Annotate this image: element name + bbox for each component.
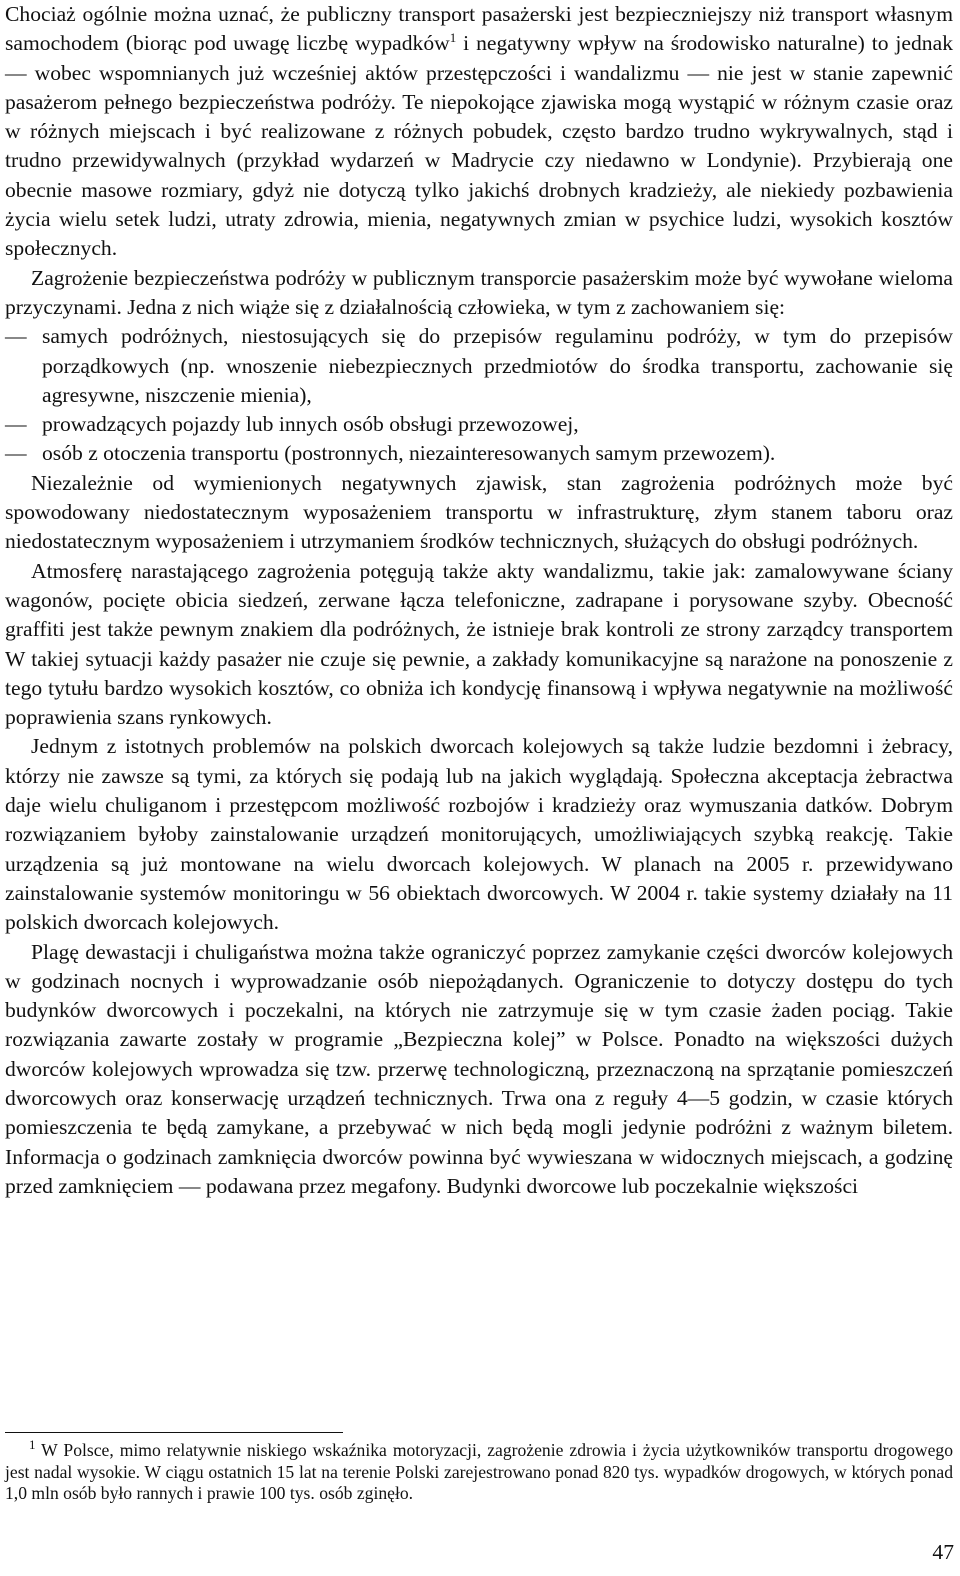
paragraph-threat-causes: Zagrożenie bezpieczeństwa podróży w publicznym transporcie pasażerskim może być wywołane wieloma przyczynami. Jedna z nich wiąże się z działalnością człowieka, w tym z zachowaniem się: [5, 265, 953, 319]
list-item-text: osób z otoczenia transportu (postronnych, niezainteresowanych samym przewozem). [42, 441, 776, 466]
footnote [5, 1437, 953, 1505]
footnote-reference[interactable]: 1 [449, 30, 457, 46]
behavior-list [5, 322, 953, 468]
list-dash: — [5, 441, 27, 466]
paragraph-intro-text-b: i negatywny wpływ na środowisko naturalne) to jednak — wobec wspomnianych już wcześniej aktów przestępczości i wandalizmu — nie jest w stanie zapewnić pasażerom pełnego bezpieczeństwa podróży. Te niepokojące zjawiska mogą wystąpić w różnym czasie oraz w różnych miejscach i być realizowane z różnych pobudek, często bardzo trudno wykrywalnych, stąd i trudno przewidywalnych (przykład wydarzeń w Madrycie czy niedawno w Londynie). Przybierają one obecnie masowe rozmiary, gdyż nie dotyczą tylko jakichś drobnych kradzieży, ale niekiedy pozbawienia życia wielu setek ludzi, utraty zdrowia, mienia, negatywnych zmian w psychice ludzi, wysokich kosztów społecznych. [5, 31, 953, 261]
list-item [5, 322, 953, 410]
paragraph-infrastructure: Niezależnie od wymienionych negatywnych zjawisk, stan zagrożenia podróżnych może być spowodowany niedostatecznym wyposażeniem transportu w infrastrukturę, złym stanem taboru oraz niedostatecznym wyposażeniem i utrzymaniem środków technicznych, służących do obsługi podróżnych. [5, 470, 953, 554]
paragraph-vandalism: Atmosferę narastającego zagrożenia potęgują także akty wandalizmu, takie jak: zamalowywane ściany wagonów, pocięte obicia siedzeń, zerwane łącza telefoniczne, zadrapane i porysowane szyby. Obecność graffiti jest także pewnym znakiem dla podróżnych, że istnieje brak kontroli ze strony zarządcy transportem W takiej sytuacji każdy pasażer nie czuje się pewnie, a zakłady komunikacyjne są narażone na ponoszenie z tego tytułu bardzo wysokich kosztów, co obniża ich kondycję finansową i wpływa negatywnie na możliwość poprawienia szans rynkowych. [5, 558, 953, 730]
list-dash: — [5, 412, 27, 437]
paragraph-homeless: Jednym z istotnych problemów na polskich dworcach kolejowych są także ludzie bezdomni i żebracy, którzy nie zawsze są tymi, za których się podają lub na jakich wyglądają. Społeczna akceptacja żebractwa daje wielu chuliganom i przestępcom możliwość rozbojów i kradzieży oraz wymuszania datków. Dobrym rozwiązaniem byłoby zainstalowanie urządzeń monitorujących, umożliwiających szybką reakcję. Takie urządzenia są już montowane na wielu dworcach kolejowych. W planach na 2005 r. przewidywano zainstalowanie systemów monitoringu w 56 obiektach dworcowych. W 2004 r. takie systemy działały na 11 polskich dworcach kolejowych. [5, 734, 953, 935]
paragraph-intro-text-a: Chociaż ogólnie można uznać, że publiczny transport pasażerski jest bezpieczniejszy niż transport własnym samochodem (biorąc pod uwagę liczbę wypadków [5, 2, 953, 56]
list-item [5, 439, 953, 468]
footnote-number: 1 [29, 1437, 36, 1453]
body-text [5, 0, 953, 1201]
list-item-text: samych podróżnych, niestosujących się do przepisów regulaminu podróży, w tym do przepisów porządkowych (np. wnoszenie niebezpiecznych przedmiotów do środka transportu, zachowanie się agresywne, niszczenie mienia), [42, 324, 953, 407]
page-number: 47 [932, 1540, 954, 1564]
list-dash: — [5, 324, 27, 349]
paragraph-station-closing: Plagę dewastacji i chuligaństwa można także ograniczyć poprzez zamykanie części dworców kolejowych w godzinach nocnych i wyprowadzanie osób niepożądanych. Ograniczenie to dotyczy dostępu do tych budynków dworcowych i poczekalni, na których nie zatrzymuje się w tym czasie żaden pociąg. Takie rozwiązania zawarte zostały w programie „Bezpieczna kolej” w Polsce. Ponadto na większości dużych dworców kolejowych wprowadza się tzw. przerwę technologiczną, przeznaczoną na sprzątanie pomieszczeń dworcowych oraz konserwację urządzeń technicznych. Trwa ona z reguły 4—5 godzin, w czasie których pomieszczenia te będą zamykane, a przebywać w nich będą mogli jedynie podróżni z ważnym biletem. Informacja o godzinach zamknięcia dworców powinna być wywieszana w widocznych miejscach, a godzinę przed zamknięciem — podawana przez megafony. Budynki dworcowe lub poczekalnie większości [5, 939, 953, 1198]
list-item-text: prowadzących pojazdy lub innych osób obsługi przewozowej, [42, 412, 579, 437]
paragraph-intro [5, 0, 953, 264]
footnote-separator [5, 1432, 343, 1433]
footnote-text: W Polsce, mimo relatywnie niskiego wskaźnika motoryzacji, zagrożenie zdrowia i życia użytkowników transportu drogowego jest nadal wysokie. W ciągu ostatnich 15 lat na terenie Polski zarejestrowano ponad 820 tys. wypadków drogowych, w których ponad 1,0 mln osób było rannych i prawie 100 tys. osób zginęło. [5, 1440, 953, 1503]
list-item [5, 410, 953, 439]
